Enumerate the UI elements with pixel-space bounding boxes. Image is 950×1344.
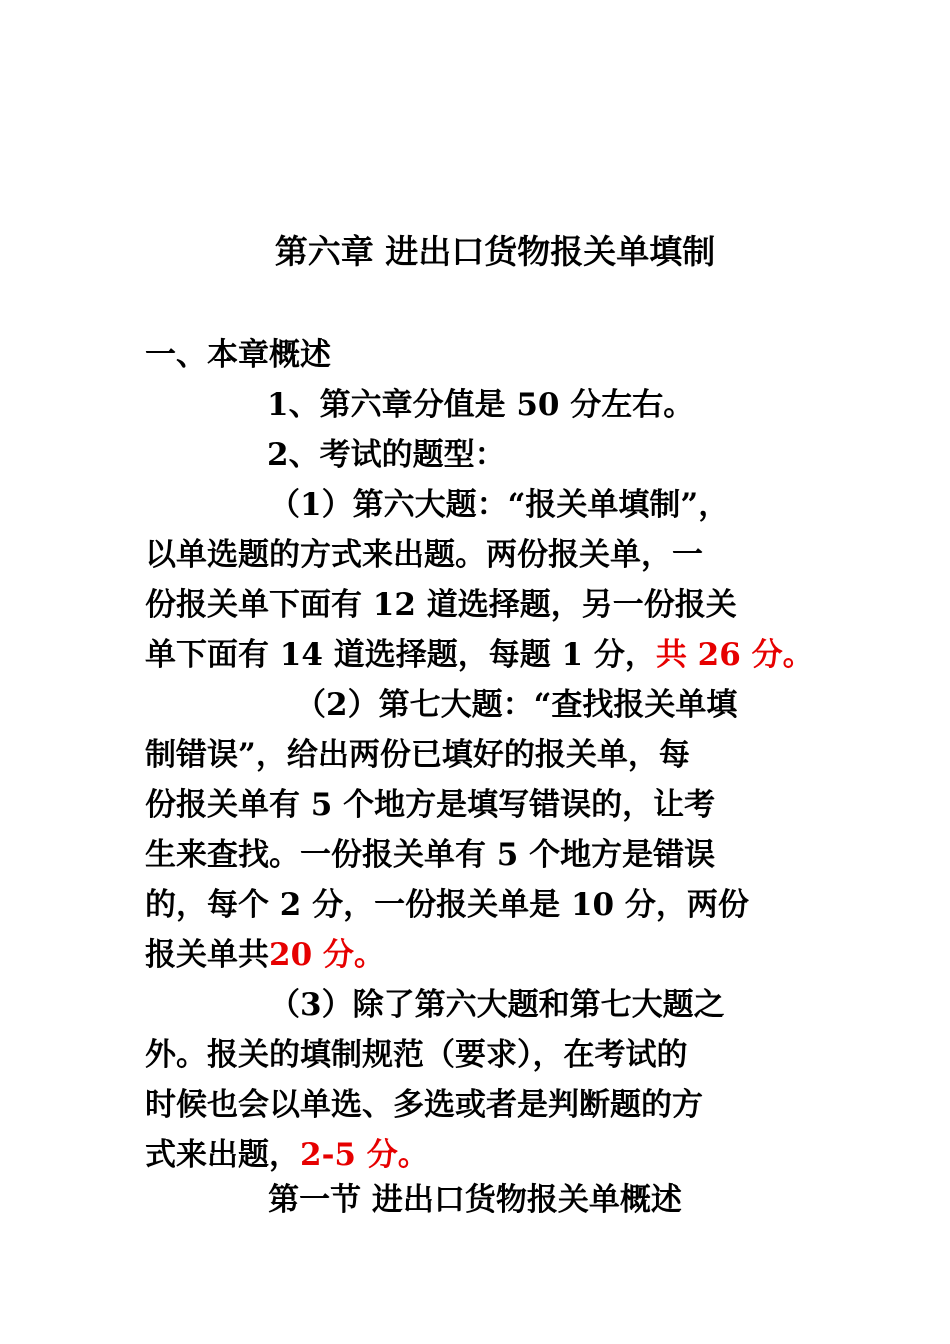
q3-line (145, 1130, 805, 1180)
q7-line: 制错误”，给出两份已填好的报关单，每 (145, 737, 690, 773)
q6-line: 以单选题的方式来出题。两份报关单，一 (145, 537, 703, 573)
chapter-title: 第六章 进出口货物报关单填制 (274, 232, 716, 271)
q7-line: 份报关单有 5 个地方是填写错误的，让考 (145, 787, 716, 823)
q7-score-highlight: 20 分。 (269, 937, 385, 973)
q6-text: 单下面有 14 道选择题，每题 1 分， (145, 637, 656, 673)
section-title: 第一节 进出口货物报关单概述 (268, 1182, 682, 1218)
q3-line: （3）除了第六大题和第七大题之 (269, 987, 725, 1023)
q7-line: 生来查找。一份报关单有 5 个地方是错误 (145, 837, 716, 873)
q7-line (145, 930, 805, 980)
q3-score-highlight: 2-5 分。 (300, 1137, 429, 1173)
q6-line (145, 630, 814, 680)
overview-item-score: 1、第六章分值是 50 分左右。 (267, 387, 695, 423)
overview-section (145, 330, 814, 1180)
q7-line: 的，每个 2 分，一份报关单是 10 分，两份 (145, 887, 749, 923)
q6-line: （1）第六大题：“报关单填制”， (269, 487, 730, 523)
overview-heading: 一、本章概述 (145, 337, 331, 373)
q3-line: 时候也会以单选、多选或者是判断题的方 (145, 1087, 703, 1123)
overview-item-question-types: 2、考试的题型： (267, 437, 506, 473)
q7-text: 报关单共 (145, 937, 269, 973)
q3-line: 外。报关的填制规范（要求），在考试的 (145, 1037, 688, 1073)
q3-text: 式来出题， (145, 1137, 300, 1173)
q7-line: （2）第七大题：“查找报关单填 (295, 687, 738, 723)
q6-line: 份报关单下面有 12 道选择题，另一份报关 (145, 587, 737, 623)
q6-score-highlight: 共 26 分。 (655, 637, 814, 673)
